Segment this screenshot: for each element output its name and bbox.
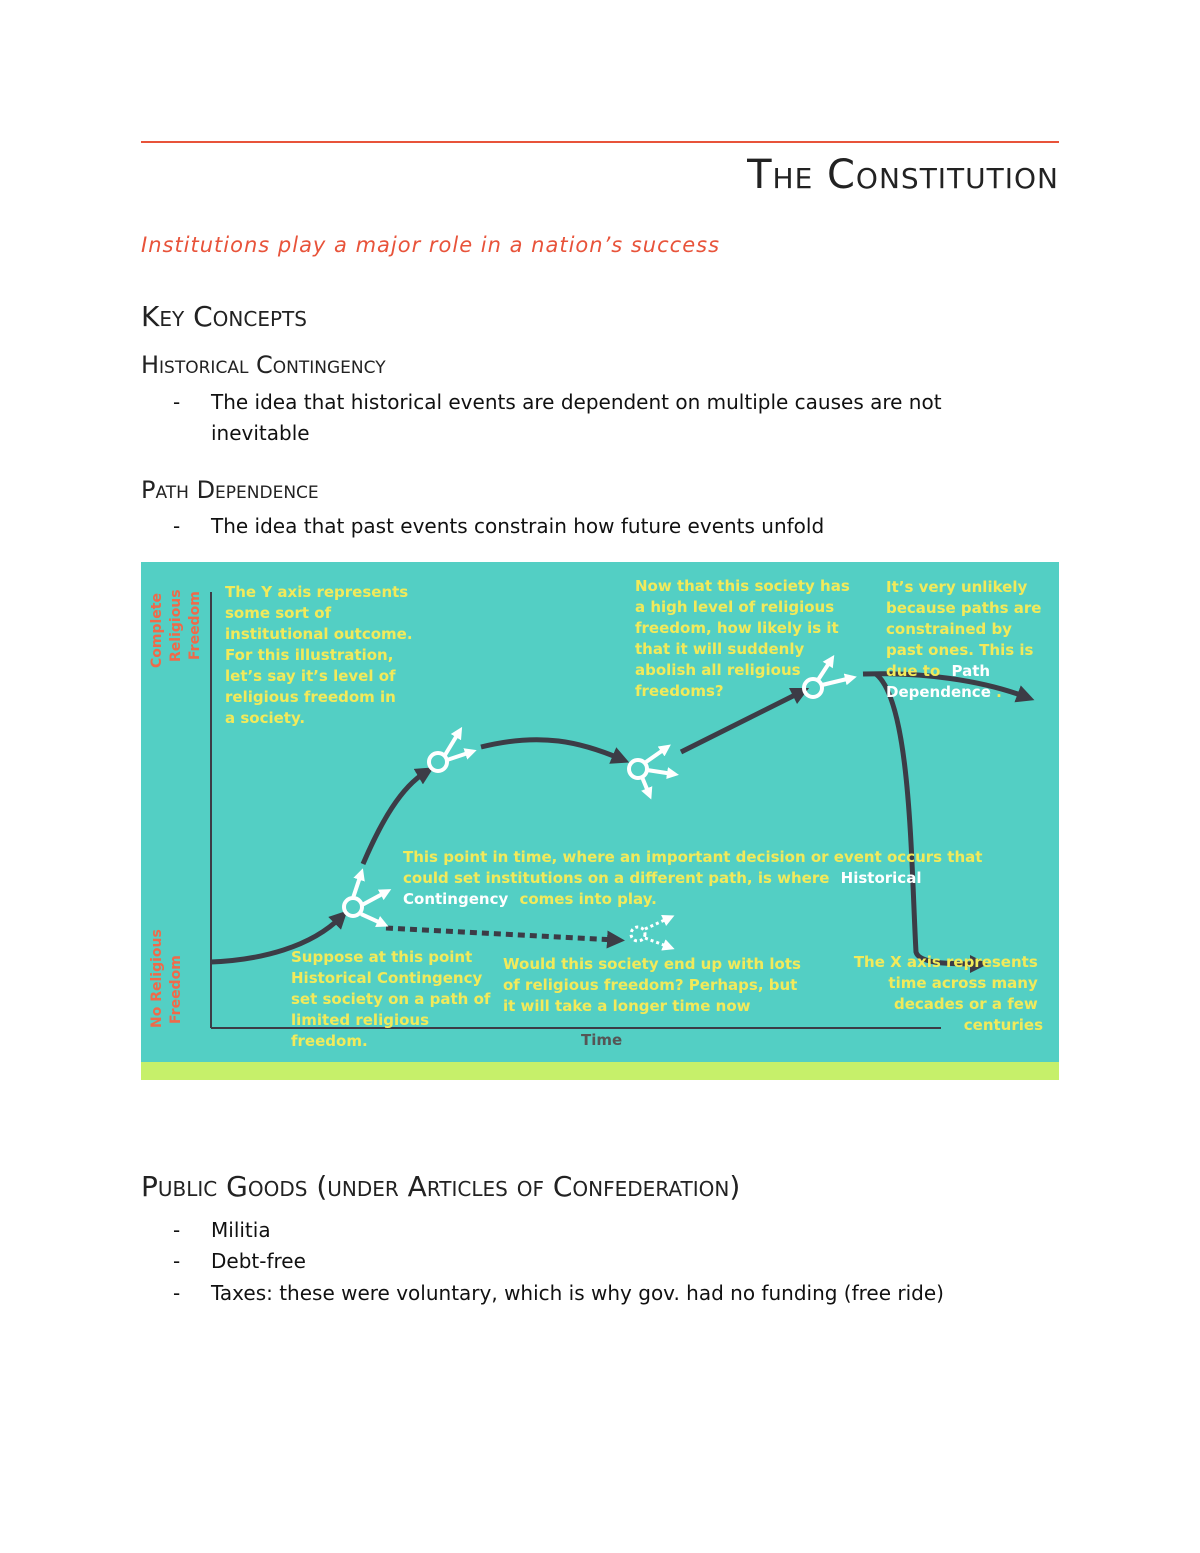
bullet-text: Militia [211, 1218, 271, 1242]
y-axis-top-line: Complete [149, 593, 165, 668]
suppose-note: Suppose at this point Historical Contingency set society on a path of limited religious freedom. [291, 948, 491, 1050]
historical-contingency-heading: Historical Contingency [141, 351, 386, 379]
header-rule [141, 141, 1059, 143]
bullet-text: Taxes: these were voluntary, which is why gov. had no funding (free ride) [211, 1281, 944, 1305]
path-dependence-heading: Path Dependence [141, 476, 319, 504]
public-goods-heading: Public Goods (under Articles of Confederation) [141, 1170, 741, 1203]
would-society-note: Would this society end up with lots of religious freedom? Perhaps, but it will take a longer time now [503, 955, 801, 1015]
y-axis-top-label [149, 589, 203, 668]
bullet-dash: - [173, 390, 181, 414]
bullet-text: The idea that past events constrain how future events unfold [211, 514, 825, 538]
historical-contingency-note: This point in time, where an important decision or event occurs that could set institutions on a different path, is where Historical Contingency comes into play. [403, 848, 983, 908]
bullet-dash: - [173, 514, 181, 538]
page-title: The Constitution [747, 152, 1059, 198]
likely-question-note: Now that this society has a high level of religious freedom, how likely is it that it will suddenly abolish all religious freedoms? [635, 577, 850, 700]
diagram-bottom-band [141, 1062, 1059, 1080]
bullet-dash: - [173, 1218, 181, 1242]
bullet-dash: - [173, 1281, 181, 1305]
y-axis-bottom-line: Freedom [168, 955, 184, 1024]
y-axis-note: The Y axis represents some sort of institutional outcome. For this illustration, let’s say it’s level of religious freedom in a society. [225, 583, 413, 727]
y-axis-top-line: Freedom [187, 591, 203, 660]
x-axis-note: The X axis represents time across many decades or a few centuries [853, 953, 1043, 1034]
key-concepts-heading: Key Concepts [141, 300, 307, 333]
x-axis-label: Time [581, 1031, 623, 1049]
bullet-text: Debt-free [211, 1249, 306, 1273]
path-dependence-diagram [141, 562, 1059, 1080]
bullet-dash: - [173, 1249, 181, 1273]
page-subtitle: Institutions play a major role in a nation’s success [141, 233, 721, 257]
unlikely-answer-note: It’s very unlikely because paths are constrained by past ones. This is due to Path Dependence . [886, 578, 1042, 701]
y-axis-bottom-line: No Religious [149, 929, 165, 1028]
y-axis-top-line: Religious [168, 589, 184, 662]
bullet-text: The idea that historical events are dependent on multiple causes are not inevitable [211, 390, 942, 445]
